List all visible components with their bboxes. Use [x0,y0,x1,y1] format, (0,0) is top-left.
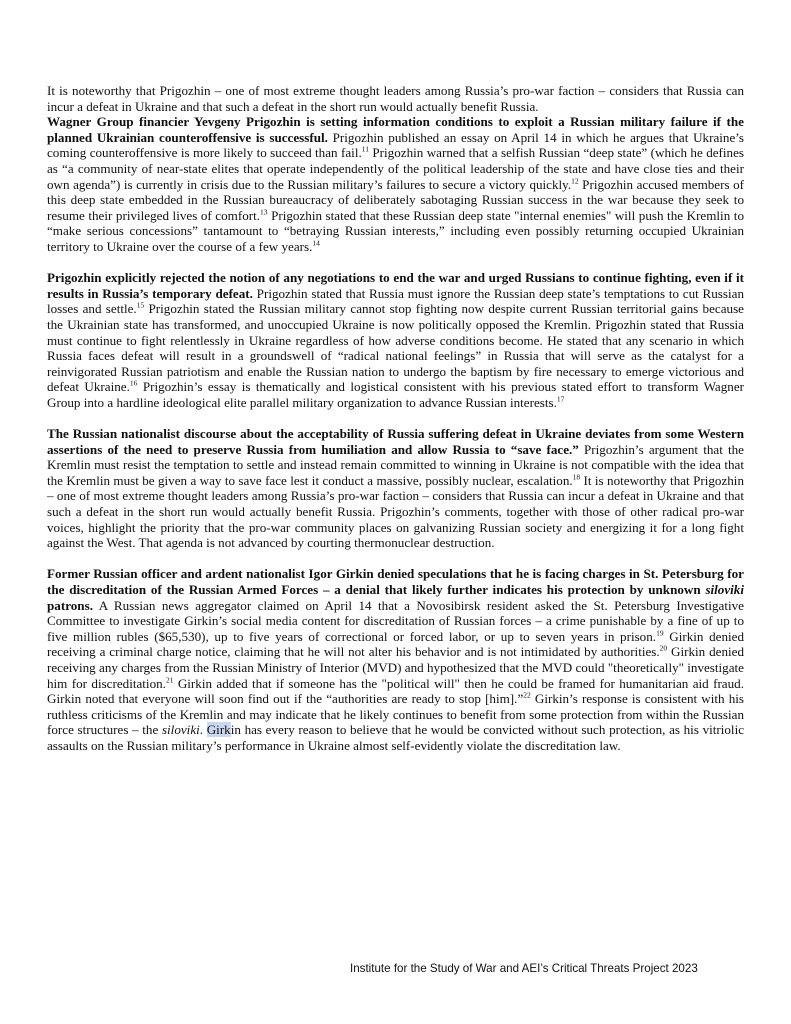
sentence: Prigozhin warned that a selfish Russian “deep state” (which he defines as “a community of near-state elites that operate independently of the political leadership of the state and have close ties and their own agenda”) is currently in crisis due to the Russian military’s failures to secure a victory quickly. [47,145,745,192]
sentence: Prigozhin accused members of this deep state embedded in the Russian bureaucracy of deliberately sabotaging Russian success in the war because they seek to resume their privileged lives of comfort. [47,176,744,223]
footnote-ref[interactable]: 17 [556,394,565,404]
paragraph-girkin [47,566,744,753]
italic-term: siloviki [161,722,200,738]
footnote-ref[interactable]: 14 [312,238,320,248]
footnote-ref[interactable]: 20 [659,644,668,654]
footnote-ref[interactable]: 11 [361,145,369,155]
sentence: Prigozhin stated the Russian military cannot stop fighting now despite current Russian territorial gains because the Ukrainian state has transformed, and unoccupied Ukraine is now politically opposed the Kremlin. Prigozhin stated that Russia must continue to fight relentlessly in Ukraine regardless of how adverse conditions become. He stated that any scenario in which Russia faces defeat will result in a groundswell of “radical national feelings” in Russia that will serve as the catalyst for a reinvigorated Russian patriotism and enable the Russian nation to undergo the baptism by fire necessary to emerge victorious and defeat Ukraine. [47,301,744,395]
paragraph-intro [47,83,744,114]
sentence: in has every reason to believe that he would be convicted without such protection, as his vitriolic assaults on the Russian military’s performance in Ukraine almost self-evidently violate the discreditation law. [47,722,745,753]
footnote-ref[interactable]: 13 [260,207,268,217]
sentence: . [199,722,207,738]
paragraph-prigozhin-essay [47,114,744,254]
footnote-ref[interactable]: 19 [656,628,664,638]
footnote-ref[interactable]: 15 [136,300,145,310]
sentence: Girkin denied receiving any charges from the Russian Ministry of Interior (MVD) and hypothesized that the MVD could "theoretically" investigate him for discreditation. [47,644,744,691]
sentence: Prigozhin stated that these Russian deep state "internal enemies" will push the Kremlin to “make serious concessions” tantamount to “betraying Russian interests,” including even possibly returning occupied Ukrainian territory to Ukraine over the course of a few years. [47,207,744,254]
sentence: Girkin’s response is consistent with his ruthless criticisms of the Kremlin and may indicate that he likely continues to benefit from some protection from within the Russian force structures – the [47,691,745,738]
sentence: Prigozhin’s essay is thematically and logistical consistent with his previous stated effort to transform Wagner Group into a hardline ideological elite parallel military organization to advance Russian interests. [47,379,744,410]
page-footer: Institute for the Study of War and AEI’s Critical Threats Project 2023 [350,962,698,975]
paragraph-lead: The Russian nationalist discourse about the acceptability of Russia suffering defeat in Ukraine deviates from some Western assertions of the need to preserve Russia from humiliation and allow Russia to “save face.” [47,426,744,457]
footnote-ref[interactable]: 12 [571,176,579,186]
sentence: Girkin denied receiving a criminal charge notice, claiming that he will not alter his behavior and is not intimidated by authorities. [47,628,744,660]
sentence: A Russian news aggregator claimed on April 14 that a Novosibirsk resident asked the St. Petersburg Investigative Committee to investigate Girkin’s social media content for discreditation of Russian forces – a crime punishable by a fine of up to five million rubles ($65,530), up to five years of correctional or forced labor, or up to seven years in prison. [47,597,744,644]
lead-italic: siloviki [705,582,744,597]
lead-text: patrons. [47,597,93,613]
footnote-ref[interactable]: 21 [165,675,174,685]
sentence: Prigozhin’s argument that the Kremlin must resist the temptation to settle and instead remain committed to winning in Ukraine is not compatible with the idea that the Kremlin must be given a way to save face lest it conduct a massive, possibly nuclear, escalation. [47,441,744,488]
text-selection-highlight[interactable]: Girk [206,722,231,738]
sentence: Prigozhin stated that Russia must ignore the Russian deep state’s temptations to cut Russian losses and settle. [47,285,744,317]
paragraph-lead: Wagner Group financier Yevgeny Prigozhin is setting information conditions to exploit a Russian military failure if the planned Ukrainian counteroffensive is successful. [47,114,744,145]
footnote-ref[interactable]: 18 [572,472,581,482]
sentence: Girkin added that if someone has the "political will" then he could be framed for humanitarian aid fraud. Girkin noted that everyone will soon find out if the “authorities are ready to stop [him].” [47,675,744,707]
lead-text: Former Russian officer and ardent nationalist Igor Girkin denied speculations that he is facing charges in St. Petersburg for the discreditation of the Russian Armed Forces – a denial that likely further indicates his protection by unknown [47,566,744,597]
footnote-ref[interactable]: 22 [523,690,531,700]
sentence: It is noteworthy that Prigozhin – one of most extreme thought leaders among Russia’s pro-war faction – considers that Russia can incur a defeat in Ukraine and that such a defeat in the short run would actually benefit Russia. Prigozhin’s comments, together with those of other radical pro-war voices, highlight the priority that the pro-war community places on galvanizing Russian society and energizing it for a long fight against the West. That agenda is not advanced by courting thermonuclear destruction. [47,472,744,551]
paragraph-negotiations [47,270,744,410]
sentence: Prigozhin published an essay on April 14 in which he argues that Ukraine’s coming counteroffensive is more likely to succeed than fail. [47,129,744,161]
footnote-ref[interactable]: 16 [129,378,138,388]
paragraph-text: It is noteworthy that Prigozhin – one of most extreme thought leaders among Russia’s pro-war faction – considers that Russia can incur a defeat in Ukraine and that such a defeat in the short run would actually benefit Russia. [47,83,744,114]
paragraph-lead: Prigozhin explicitly rejected the notion of any negotiations to end the war and urged Russians to continue fighting, even if it results in Russia’s temporary defeat. [47,270,744,301]
document-body [47,83,744,769]
paragraph-nationalist-discourse [47,426,744,551]
